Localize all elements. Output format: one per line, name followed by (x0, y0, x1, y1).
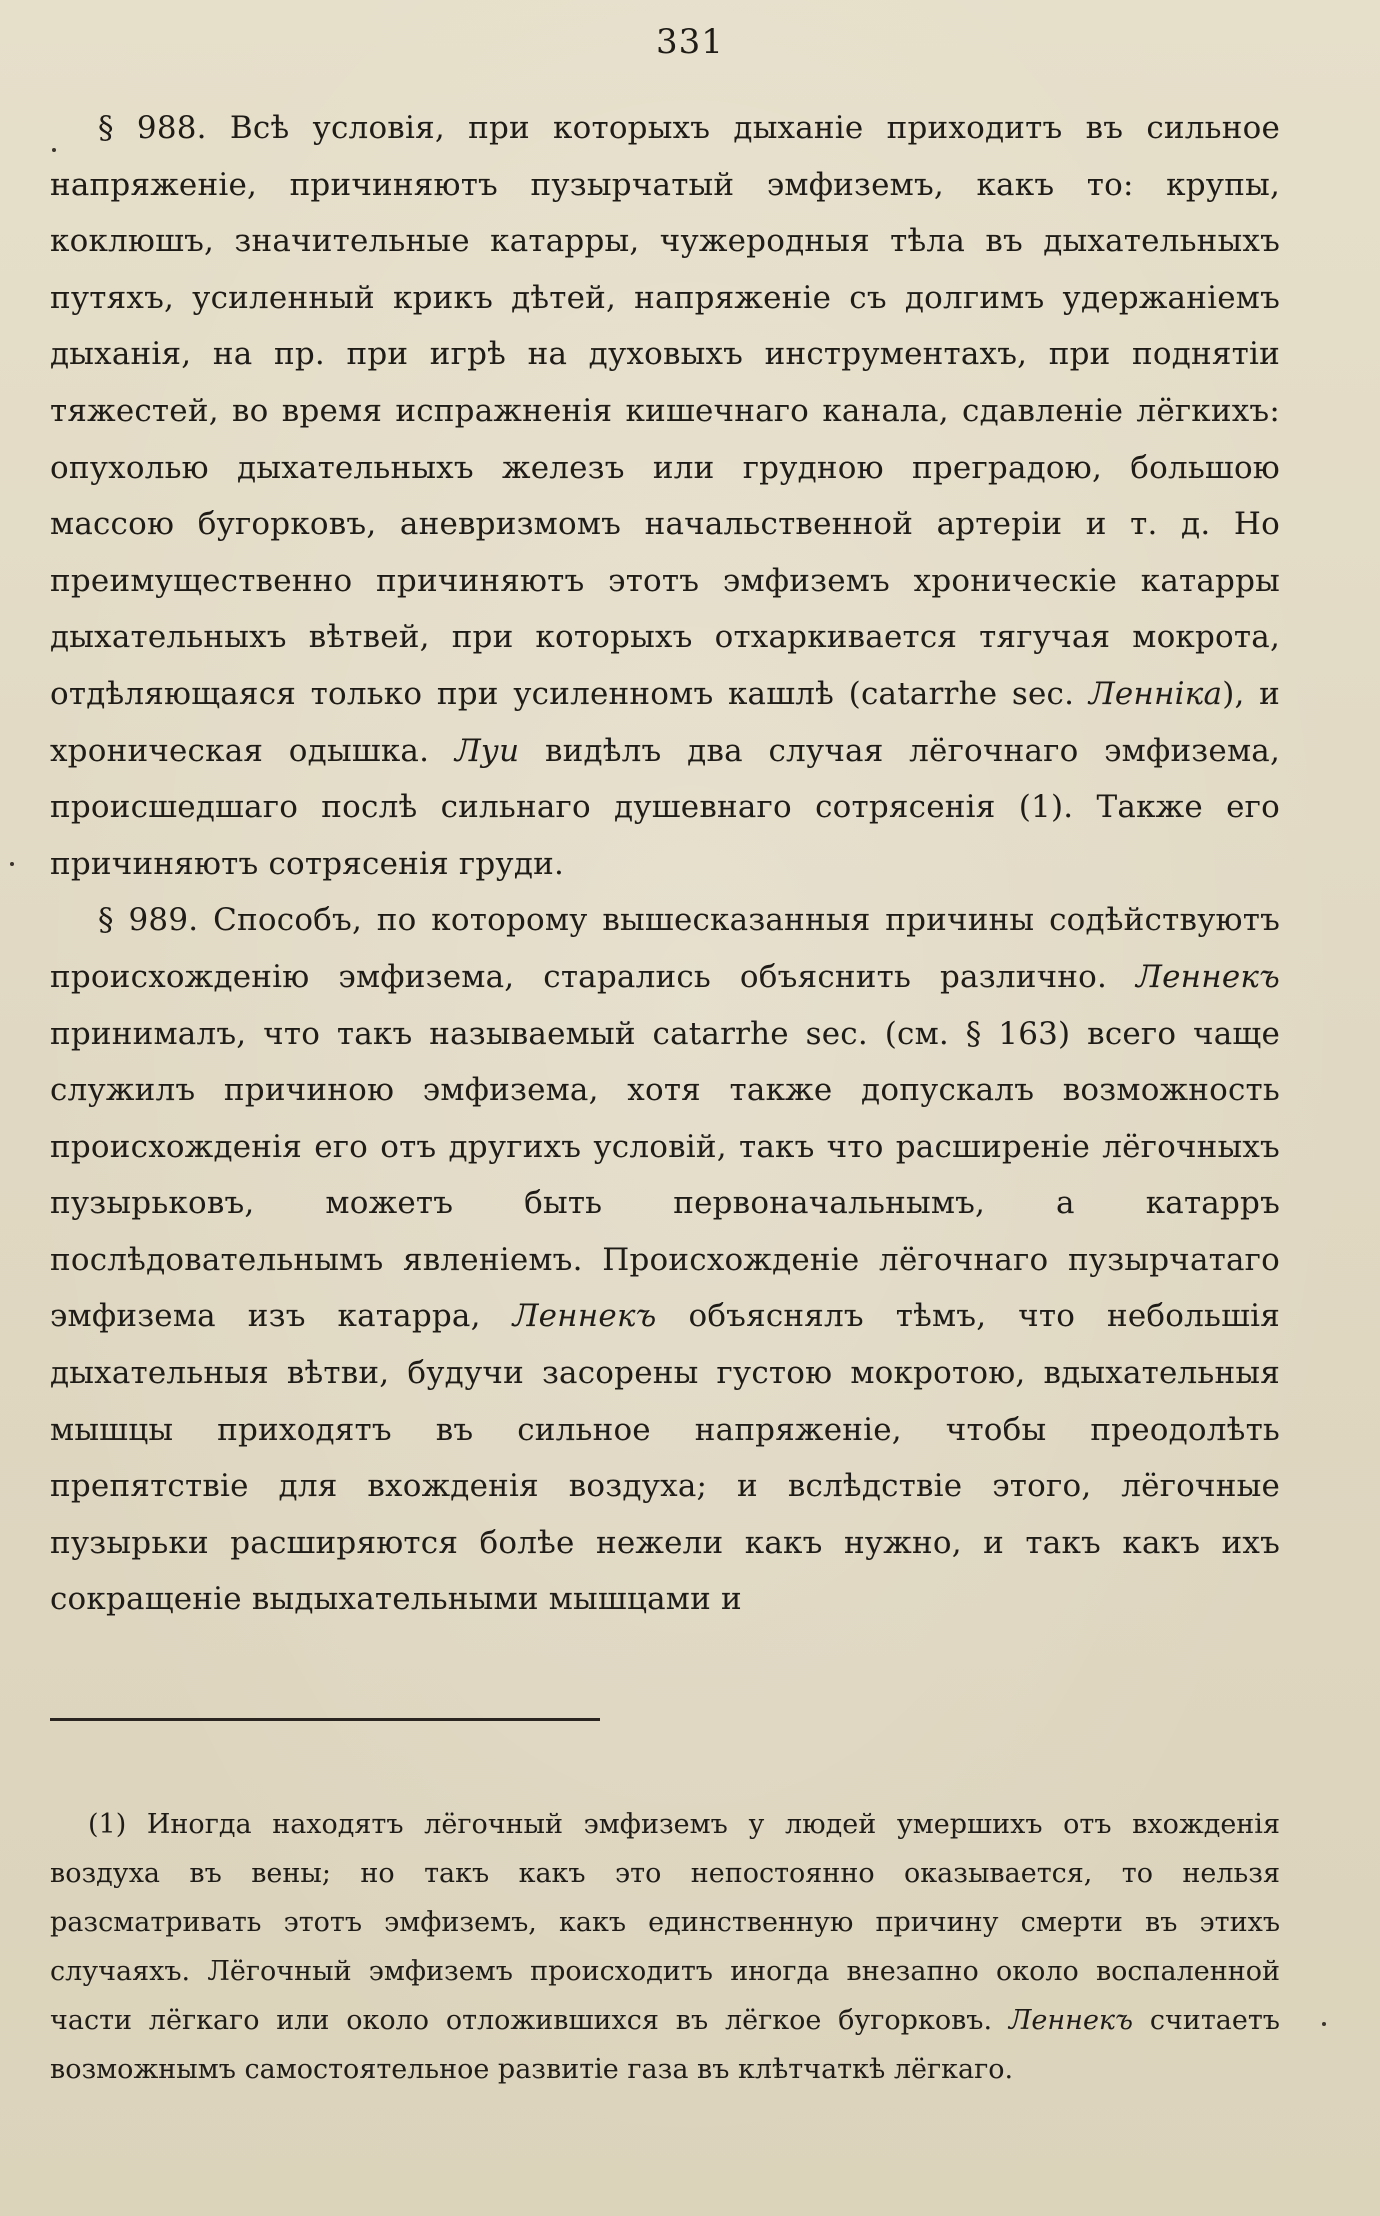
footnote (50, 1800, 1280, 2094)
paper-speck (52, 148, 56, 152)
author-name: Луи (454, 732, 520, 769)
footnote-text: считаетъ возможнымъ самостоятельное развитіе газа въ клѣтчаткѣ лёгкаго. (50, 2005, 1280, 2085)
paragraph-text: объяснялъ тѣмъ, что небольшія дыхательныя вѣтви, будучи засорены густою мокротою, вдыхательныя мышцы приходятъ въ сильное напряженіе, чтобы преодолѣть препятствіе для вхожденія воздуха; и вслѣдствіе этого, лёгочные пузырьки расширяются болѣе нежели какъ нужно, и такъ какъ ихъ сокращеніе выдыхательными мышцами и (50, 1298, 1280, 1618)
author-name: Леннекъ (512, 1298, 657, 1335)
paragraph-988 (50, 100, 1280, 892)
main-text (50, 100, 1280, 1628)
section-number: § 989. (98, 902, 199, 939)
paragraph-text: ), и хроническая одышка. (50, 675, 1281, 769)
footnote-marker: (1) (88, 1809, 127, 1840)
page-number: 331 (656, 22, 724, 62)
section-number: § 988. (98, 110, 207, 146)
author-name: Леннекъ (1136, 958, 1280, 995)
footnote-text: Иногда находятъ лёгочный эмфиземъ у людей умершихъ отъ вхожденія воздуха въ вены; но такъ какъ это непостоянно оказывается, то нельзя разсматривать этотъ эмфиземъ, какъ единственную причину смерти въ этихъ случаяхъ. Лёгочный эмфиземъ происходитъ иногда внезапно около воспаленной части лёгкаго или около отложившихся въ лёгкое бугорковъ. (50, 1809, 1280, 2036)
paragraph-text: видѣлъ два случая лёгочнаго эмфизема, происшедшаго послѣ сильнаго душевнаго сотрясенія (1). Также его причиняютъ сотрясенія груди. (50, 732, 1281, 882)
paragraph-text: Способъ, по которому вышесказанныя причины содѣйствуютъ происхожденію эмфизема, старались объяснить различно. (50, 902, 1281, 995)
paragraph-text: Всѣ условія, при которыхъ дыханіе приходитъ въ сильное напряженіе, причиняютъ пузырчатый эмфиземъ, какъ то: крупы, коклюшъ, значительные катарры, чужеродныя тѣла въ дыхательныхъ путяхъ, усиленный крикъ дѣтей, напряженіе съ долгимъ удержаніемъ дыханія, на пр. при игрѣ на духовыхъ инструментахъ, при поднятіи тяжестей, во время испражненія кишечнаго канала, сдавленіе лёгкихъ: опухолью дыхательныхъ железъ или грудною преградою, большою массою бугорковъ, аневризмомъ начальственной артеріи и т. д. Но преимущественно причиняютъ этотъ эмфиземъ хроническіе катарры дыхательныхъ вѣтвей, при которыхъ отхаркивается тягучая мокрота, отдѣляющаяся только при усиленномъ кашлѣ (catarrhe sec. (50, 110, 1280, 712)
paper-speck (1322, 2022, 1326, 2026)
paragraph-text: принималъ, что такъ называемый catarrhe sec. (см. § 163) всего чаще служилъ причиною эмфизема, хотя также допускалъ возможность происхожденія его отъ другихъ условій, такъ что расширеніе лёгочныхъ пузырьковъ, можетъ быть первоначальнымъ, а катарръ послѣдовательнымъ явленіемъ. Происхожденіе лёгочнаго пузырчатаго эмфизема изъ катарра, (50, 1015, 1280, 1335)
author-name: Ленніка (1088, 675, 1223, 712)
paragraph-989 (50, 892, 1280, 1628)
author-name: Леннекъ (1008, 2005, 1134, 2036)
footnote-divider (50, 1718, 600, 1721)
paper-speck (10, 862, 14, 866)
